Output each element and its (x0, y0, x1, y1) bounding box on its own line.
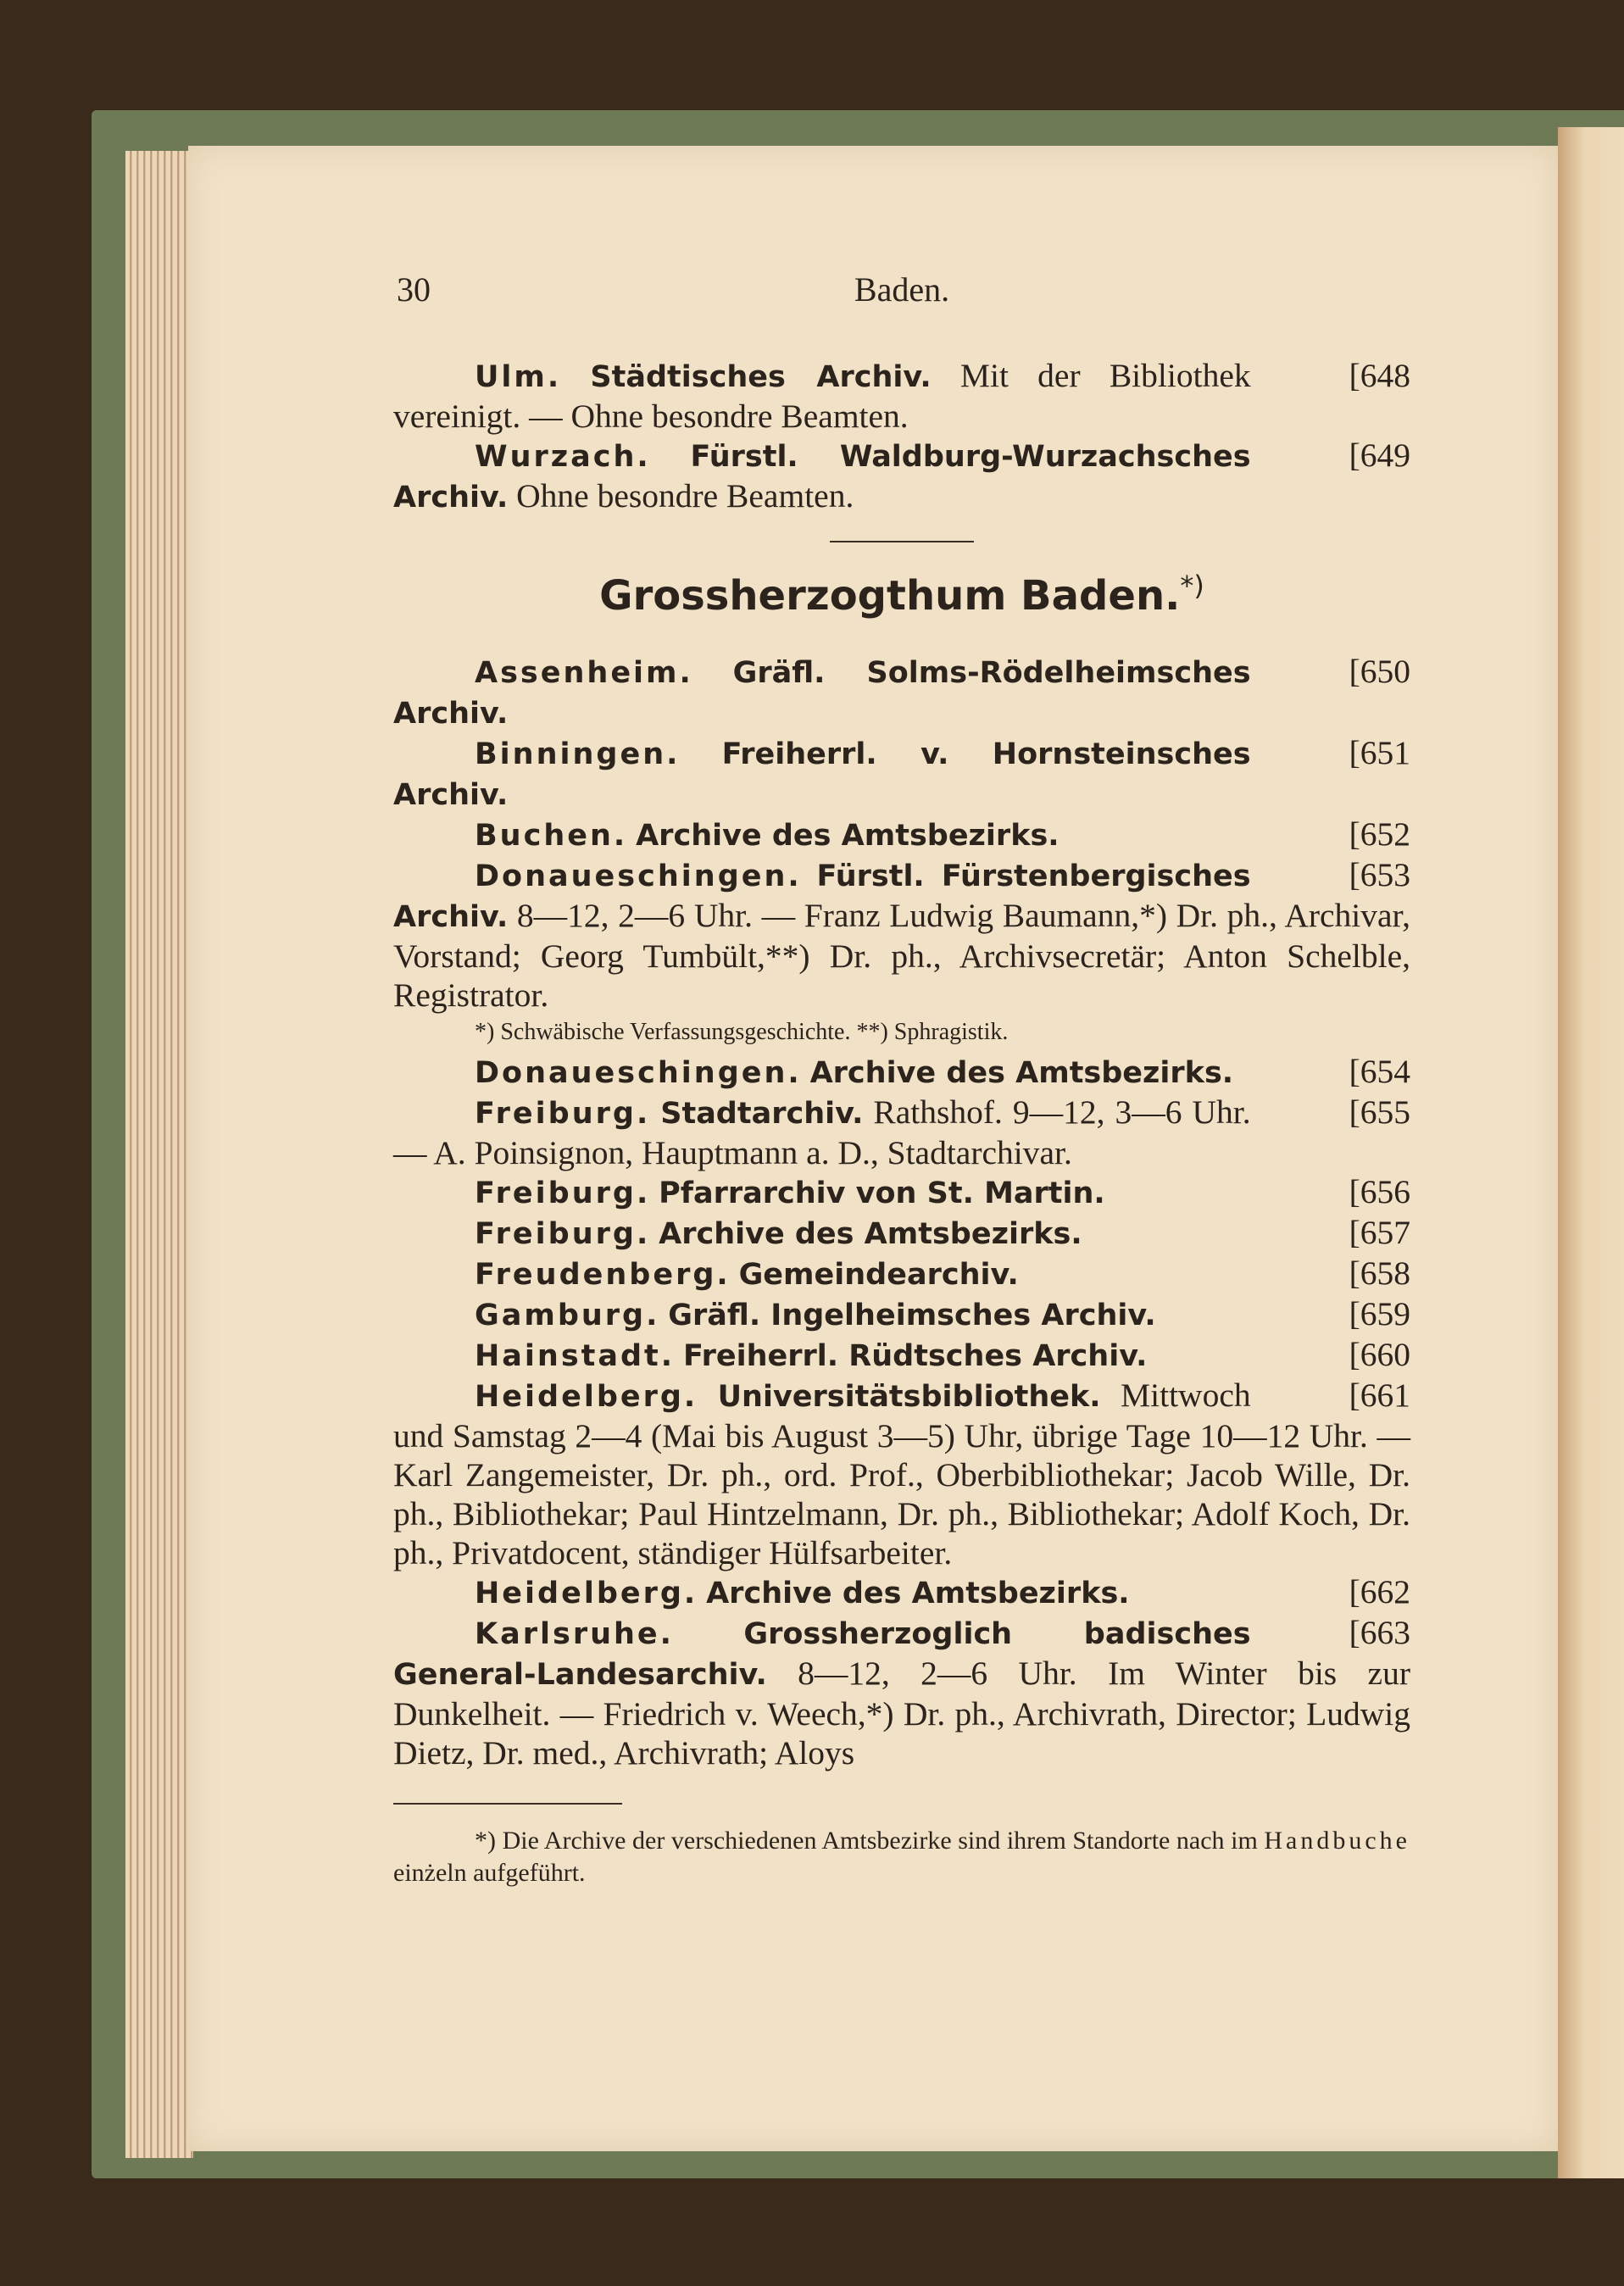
entry-place: Assenheim. (475, 656, 693, 690)
entry-number: [649 (1349, 437, 1410, 474)
entry-place: Freiburg. (475, 1176, 651, 1210)
section-divider (830, 541, 974, 542)
section-heading (393, 570, 1410, 620)
archive-entry (393, 1052, 1410, 1093)
entry-details: Rathshof. 9—12, 3—6 Uhr. — A. Poinsignon, Hauptmann a. D., Stadtarchivar. (393, 1093, 1251, 1171)
archive-entry (393, 1572, 1410, 1613)
archive-entry (393, 855, 1410, 1015)
entry-place: Freiburg. (475, 1097, 651, 1131)
entry-place: Donaueschingen. (475, 859, 802, 893)
archive-entry (393, 733, 1410, 815)
page-edges (125, 151, 193, 2158)
entry-institution: Freiherrl. Rüdtsches Archiv. (682, 1339, 1148, 1373)
entry-institution: Gräfl. Ingelheimsches Archiv. (668, 1299, 1156, 1332)
page-header (393, 270, 1410, 312)
page-number: 30 (397, 270, 431, 309)
entry-place: Buchen. (475, 819, 628, 853)
entry-institution: Gräfl. Solms-Rödelheimsches Archiv. (393, 656, 1251, 731)
archive-entry (393, 356, 1410, 436)
entry-place: Freiburg. (475, 1217, 651, 1251)
entry-number: [654 (1349, 1053, 1410, 1090)
archive-entry (393, 1172, 1410, 1213)
entry-place: Hainstadt. (475, 1339, 676, 1373)
entry-institution: Grossherzoglich badisches General-Landesarchiv. (393, 1617, 1251, 1692)
archive-entry (393, 1213, 1410, 1254)
entry-place: Karlsruhe. (475, 1617, 674, 1651)
entry-details: Mittwoch und Samstag 2—4 (Mai bis August 3—5) Uhr, übrige Tage 10—12 Uhr. — Karl Zangemeister, Dr. ph., ord. Prof., Oberbibliothekar; Jacob Wille, Dr. ph., Bibliothekar; Paul Hintzelmann, Dr. ph., Bibliothekar; Adolf Koch, Dr. ph., Privatdocent, ständiger Hülfsarbeiter. (393, 1377, 1410, 1571)
archive-entry (393, 1613, 1410, 1772)
entry-number: [652 (1349, 815, 1410, 853)
entry-number: [653 (1349, 856, 1410, 893)
entry-details: 8—12, 2—6 Uhr. — Franz Ludwig Baumann,*) Dr. ph., Archivar, Vorstand; Georg Tumbült,**) Dr. ph., Archivsecretär; Anton Schelble, Registrator. (393, 897, 1410, 1014)
entry-number: [655 (1349, 1093, 1410, 1131)
entry-list (393, 652, 1410, 1772)
entry-institution: Fürstl. Waldburg-Wurzachsches Archiv. (393, 440, 1251, 514)
entry-place: Gamburg. (475, 1299, 660, 1332)
running-title: Baden. (854, 270, 950, 309)
archive-entry (393, 1294, 1410, 1335)
archive-entry (393, 815, 1410, 855)
footnote-rule (393, 1803, 622, 1805)
entry-institution: Universitätsbibliothek. (717, 1380, 1101, 1414)
inline-footnote: *) Schwäbische Verfassungsgeschichte. **) Sphragistik. (475, 1019, 1009, 1045)
entry-place: Binningen. (475, 737, 681, 771)
entry-place: Ulm. (475, 360, 562, 394)
entry-place: Heidelberg. (475, 1577, 698, 1610)
entry-institution: Archive des Amtsbezirks. (706, 1577, 1130, 1610)
entry-institution: Archive des Amtsbezirks. (636, 819, 1059, 853)
entry-number: [658 (1349, 1254, 1410, 1292)
archive-entry (393, 1093, 1410, 1172)
entry-number: [662 (1349, 1573, 1410, 1610)
entry-place: Freudenberg. (475, 1258, 731, 1292)
section-footnote-marker: *) (1180, 570, 1204, 602)
entry-place: Heidelberg. (475, 1380, 698, 1414)
entry-number: [659 (1349, 1295, 1410, 1332)
archive-entry (393, 1254, 1410, 1294)
entry-institution: Archive des Amtsbezirks. (809, 1056, 1234, 1090)
entry-institution: Freiherrl. v. Hornsteinsches Archiv. (393, 737, 1251, 812)
section-title: Grossherzogthum Baden. (599, 572, 1181, 620)
entry-details: Ohne besondre Beamten. (516, 477, 854, 514)
footnote-text-after: einżeln aufgeführt. (393, 1859, 586, 1887)
entry-number: [663 (1349, 1614, 1410, 1651)
archive-entry (393, 436, 1410, 517)
page-content (393, 270, 1410, 1889)
archive-entry (393, 1335, 1410, 1376)
entry-number: [648 (1349, 357, 1410, 394)
entry-institution: Fürstl. Fürstenbergisches Archiv. (393, 859, 1251, 934)
entry-institution: Archive des Amtsbezirks. (659, 1217, 1082, 1251)
footnote-spaced-word: Handbuche (1264, 1827, 1410, 1855)
archive-entry (393, 652, 1410, 733)
entry-number: [651 (1349, 734, 1410, 771)
entry-place: Wurzach. (475, 440, 651, 474)
entry-details: Mit der Bibliothek vereinigt. — Ohne besondre Beamten. (393, 357, 1251, 435)
entry-number: [660 (1349, 1336, 1410, 1373)
entry-institution: Städtisches Archiv. (590, 360, 932, 394)
entry-details: 8—12, 2—6 Uhr. Im Winter bis zur Dunkelheit. — Friedrich v. Weech,*) Dr. ph., Archivrath, Director; Ludwig Dietz, Dr. med., Archivrath; Aloys (393, 1655, 1410, 1772)
entry-number: [656 (1349, 1173, 1410, 1210)
archive-entry (393, 1376, 1410, 1572)
footnote-text-before: *) Die Archive der verschiedenen Amtsbezirke sind ihrem Standorte nach im (475, 1827, 1258, 1855)
entry-number: [657 (1349, 1214, 1410, 1251)
entry-institution: Gemeindearchiv. (738, 1258, 1019, 1292)
entry-number: [650 (1349, 653, 1410, 690)
entry-number: [661 (1349, 1377, 1410, 1414)
entry-institution: Pfarrarchiv von St. Martin. (659, 1176, 1105, 1210)
entry-institution: Stadtarchiv. (660, 1097, 864, 1131)
entry-place: Donaueschingen. (475, 1056, 802, 1090)
page-footnote (393, 1825, 1410, 1889)
book-gutter (1558, 127, 1624, 2178)
